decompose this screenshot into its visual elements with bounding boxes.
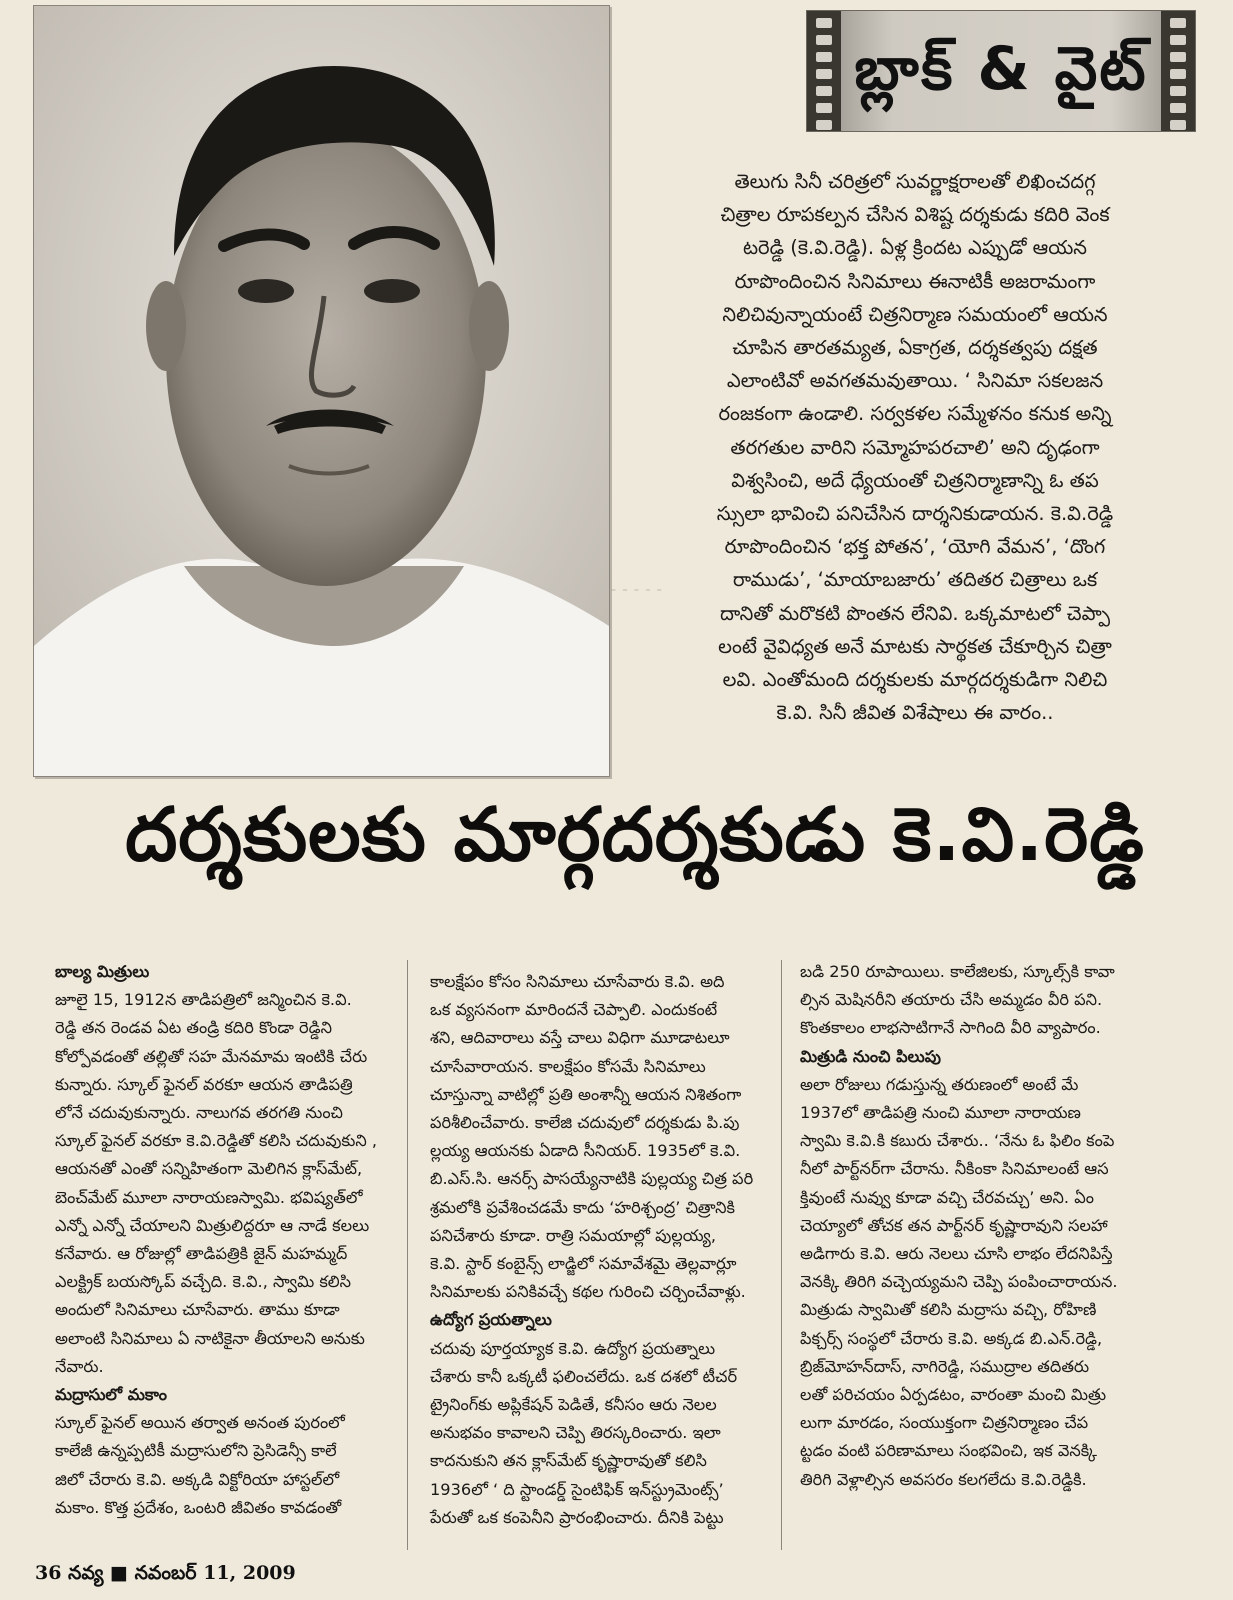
intro-line: దానితో మరొకటి పొంతన లేనివి. ఒక్కమాటలో చెప్పా: [719, 601, 1111, 625]
intro-line: స్సులా భావించి పనిచేసిన దార్శనికుడాయన. కె.వి.రెడ్డి: [716, 502, 1114, 526]
body-line: జిలో చేరారు కె.వి. అక్కడి విక్టోరియా హాస్టల్‌లో: [55, 1469, 340, 1489]
body-line: రెడ్డి తన రెండవ ఏట తండ్రి కదిరి కొండా రెడ్డిని: [55, 1018, 332, 1038]
subheading: బాల్య మిత్రులు: [55, 962, 150, 981]
body-line: ల్లయ్య ఆయనకు ఏడాది సీనియర్. 1935లో కె.వి.: [430, 1141, 741, 1161]
body-line: మకాం. కొత్త ప్రదేశం, ఒంటరి జీవితం కావడంతో: [55, 1497, 342, 1517]
intro-line: రాముడు’, ‘మాయాబజారు’ తదితర చిత్రాలు ఒక: [732, 568, 1098, 592]
body-line: 1937లో తాడిపత్రి నుంచి మూలా నారాయణ: [800, 1103, 1081, 1123]
intro-line: లంటే వైవిధ్యత అనే మాటకు సార్థకత చేకూర్చిన చిత్రా: [718, 634, 1112, 658]
body-line: చదువు పూర్తయ్యాక కె.వి. ఉద్యోగ ప్రయత్నాలు: [430, 1338, 716, 1358]
body-line: బి.ఎస్.సి. ఆనర్స్ పాసయ్యేనాటికి పుల్లయ్య చిత్ర పరి: [430, 1169, 754, 1189]
body-line: అందులో సినిమాలు చూసేవారు. తాము కూడా: [55, 1300, 340, 1320]
body-line: పనిచేశారు కూడా. రాత్రి సమయాల్లో పుల్లయ్య,: [430, 1225, 716, 1245]
body-line: చేశారు కానీ ఒక్కటీ ఫలించలేదు. ఒక దశలో టీచర్: [430, 1366, 738, 1386]
body-line: లతో పరిచయం ఏర్పడటం, వారంతా మంచి మిత్రు: [800, 1385, 1107, 1405]
body-line: ట్టడం వంటి పరిణామాలు సంభవించి, ఇక వెనక్కి: [800, 1441, 1097, 1461]
body-line: లుగా మారడం, సంయుక్తంగా చిత్రనిర్మాణం చేప: [800, 1413, 1089, 1433]
page-footer: 36 నవ్య ■ నవంబర్ 11, 2009: [35, 1562, 296, 1584]
body-line: లోనే చదువుకున్నారు. నాలుగవ తరగతి నుంచి: [55, 1103, 343, 1123]
portrait-illustration: [34, 6, 609, 776]
body-line: శ్రమలోకి ప్రవేశించడమే కాదు ‘హరిశ్చంద్ర’ చిత్రానికి: [430, 1197, 735, 1217]
headline: దర్శకులకు మార్గదర్శకుడు కె.వి.రెడ్డి: [125, 792, 1145, 878]
subheading: మిత్రుడి నుంచి పిలుపు: [800, 1046, 941, 1066]
body-line: బ్రిజ్‌మోహన్‌దాస్, నాగిరెడ్డి, సముద్రాల తదితరు: [800, 1356, 1090, 1376]
intro-line: ఎలాంటివో అవగతమవుతాయి. ‘ సినిమా సకలజన: [726, 369, 1104, 393]
intro-line: తెలుగు సినీ చరిత్రలో సువర్ణాక్షరాలతో లిఖించదగ్గ: [734, 170, 1096, 193]
body-line: కోల్పోవడంతో తల్లితో సహ మేనమామ ఇంటికి చేరు: [55, 1046, 368, 1066]
intro-line: నిలిచివున్నాయంటే చిత్రనిర్మాణ సమయంలో ఆయన: [722, 302, 1108, 326]
body-line: కాలేజీ ఉన్నప్పటికీ మద్రాసులోని ప్రెసిడెన్సీ కాలే: [55, 1441, 337, 1461]
intro-line: టరెడ్డి (కె.వి.రెడ్డి). ఏళ్ల క్రిందట ఎప్పుడో ఆయన: [743, 236, 1087, 260]
intro-line: రూపొందించిన సినిమాలు ఈనాటికీ అజరామంగా: [734, 269, 1096, 293]
body-line: స్కూల్ ఫైనల్ అయిన తర్వాత అనంత పురంలో: [55, 1413, 345, 1433]
intro-line: విశ్వసించి, అదే ధ్యేయంతో చిత్రనిర్మాణాన్ని ఓ తప: [731, 468, 1099, 492]
intro-line: లవి. ఎంతోమంది దర్శకులకు మార్గదర్శకుడిగా నిలిచి: [722, 668, 1108, 692]
body-line: పిక్చర్స్ సంస్థలో చేరారు కె.వి. అక్కడ బి.ఎన్.రెడ్డి,: [800, 1328, 1103, 1348]
body-line: ఎలక్ట్రిక్ బయస్కోప్ వచ్చేది. కె.వి., స్వామి కలిసి: [55, 1272, 352, 1292]
column-divider: [407, 960, 408, 1550]
body-line: చెయ్యాలో తోచక తన పార్ట్‌నర్ కృష్ణారావుని సలహా: [800, 1215, 1108, 1235]
body-line: ఒక వ్యసనంగా మారిందనే చెప్పాలి. ఎందుకంటే: [430, 1000, 718, 1020]
body-line: శని, ఆదివారాలు వస్తే చాలు విధిగా మూడాటలూ: [430, 1028, 730, 1048]
body-line: అనుభవం కావాలని చెప్పి తిరస్కరించారు. ఇలా: [430, 1423, 721, 1443]
body-line: కె.వి. స్టార్ కంబైన్స్ లాడ్జిలో సమావేశమై తెల్లవార్లూ: [430, 1254, 737, 1274]
body-line: ఎన్నో ఎన్నో చేయాలని మిత్రులిద్దరూ ఆ నాడే కలలు: [55, 1215, 370, 1235]
portrait-photo: [33, 5, 610, 777]
intro-line: చూపిన తారతమ్యత, ఏకాగ్రత, దర్శకత్వపు దక్షత: [732, 336, 1098, 360]
intro-line: రూపొందించిన ‘భక్త పోతన’, ‘యోగి వేమన’, ‘దొంగ: [724, 535, 1106, 559]
body-line: ఆయనతో ఎంతో సన్నిహితంగా మెలిగిన క్లాస్‌మేట్,: [55, 1159, 363, 1179]
intro-paragraph: [630, 165, 1200, 729]
body-line: పేరుతో ఒక కంపెనీని ప్రారంభించారు. దీనికి పెట్టు: [430, 1507, 724, 1527]
body-line: ట్రైనింగ్‌కు అప్లికేషన్ పెడితే, కనీసం ఆరు నెలల: [430, 1395, 717, 1415]
body-line: అలాంటి సినిమాలు ఏ నాటికైనా తీయాలని అనుకు: [55, 1328, 365, 1348]
intro-line: కె.వి. సినీ జీవిత విశేషాలు ఈ వారం..: [776, 701, 1054, 725]
body-column-2: [430, 968, 760, 1532]
body-line: నీలో పార్ట్‌నర్‌గా చేరాను. నీకింకా సినిమాలంటే ఆస: [800, 1159, 1109, 1179]
body-line: అలా రోజులు గడుస్తున్న తరుణంలో అంటే మే: [800, 1074, 1079, 1094]
intro-line: రంజకంగా ఉండాలి. సర్వకళల సమ్మేళనం కనుక అన్ని: [718, 402, 1112, 426]
body-line: క్తివుంటే నువ్వు కూడా వచ్చి చేరవచ్చు’ అని. ఏం: [800, 1187, 1094, 1207]
decorative-bleed: ˉ ˉ ˉ ˉ ˉ: [610, 588, 663, 604]
body-line: బెంచ్‌మేట్ మూలా నారాయణస్వామి. భవిష్యత్‌లో: [55, 1187, 363, 1207]
body-line: ల్సిన మెషినరీని తయారు చేసి అమ్మడం వీరి పని.: [800, 990, 1103, 1010]
body-line: మిత్రుడు స్వామితో కలిసి మద్రాసు వచ్చి, రోహిణి: [800, 1300, 1097, 1320]
body-column-3: [800, 958, 1150, 1494]
intro-line: చిత్రాల రూపకల్పన చేసిన విశిష్ట దర్శకుడు కదిరి వెంక: [720, 203, 1110, 227]
film-strip-right: [1161, 11, 1195, 131]
body-line: కాలక్షేపం కోసం సినిమాలు చూసేవారు కె.వి. అది: [430, 972, 725, 991]
subheading: మద్రాసులో మకాం: [55, 1385, 167, 1405]
body-line: స్కూల్ ఫైనల్ వరకూ కె.వి.రెడ్డితో కలిసి చదువుకుని ,: [55, 1131, 378, 1151]
body-line: కాదనుకుని తన క్లాస్‌మేట్ కృష్ణారావుతో కలిసి: [430, 1451, 707, 1471]
body-line: 1936లో ‘ ది స్టాండర్డ్ సైంటిఫిక్ ఇన్‌స్ట్రుమెంట్స్’: [430, 1479, 724, 1499]
section-badge: [806, 10, 1196, 132]
body-line: సినిమాలకు పనికివచ్చే కథల గురించి చర్చించేవాళ్లు.: [430, 1282, 746, 1302]
body-line: కనేవారు. ఆ రోజుల్లో తాడిపత్రికి జైన్ మహమ్మద్: [55, 1244, 348, 1264]
body-line: బడి 250 రూపాయిలు. కాలేజిలకు, స్కూల్స్‌కి కావా: [800, 962, 1115, 981]
column-divider: [781, 960, 782, 1550]
body-line: పరిశీలించేవారు. కాలేజి చదువులో దర్శకుడు పి.పు: [430, 1113, 740, 1133]
body-line: అడిగారు కె.వి. ఆరు నెలలు చూసి లాభం లేదనిపిస్తే: [800, 1244, 1113, 1264]
section-title: బ్లాక్ & వైట్: [854, 34, 1148, 104]
body-line: వెనక్కి తిరిగి వచ్చెయ్యమని చెప్పి పంపించారాయన.: [800, 1272, 1118, 1292]
body-line: చూసేవారాయన. కాలక్షేపం కోసమే సినిమాలు: [430, 1056, 706, 1076]
body-line: చూస్తున్నా వాటిల్లో ప్రతి అంశాన్నీ ఆయన నిశితంగా: [430, 1084, 742, 1104]
body-column-1: [55, 958, 385, 1522]
film-strip-left: [807, 11, 841, 131]
body-line: తిరిగి వెళ్లాల్సిన అవసరం కలగలేదు కె.వి.రెడ్డికి.: [800, 1469, 1087, 1489]
body-line: నేవారు.: [55, 1356, 104, 1376]
body-line: జూలై 15, 1912న తాడిపత్రిలో జన్మించిన కె.వి.: [55, 990, 352, 1010]
body-line: స్వామి కె.వి.కి కబురు చేశారు.. ‘నేను ఓ ఫిలిం కంపె: [800, 1131, 1115, 1151]
body-line: కొంతకాలం లాభసాటిగానే సాగింది వీరి వ్యాపారం.: [800, 1018, 1101, 1038]
subheading: ఉద్యోగ ప్రయత్నాలు: [430, 1310, 552, 1330]
body-line: కున్నారు. స్కూల్ ఫైనల్ వరకూ ఆయన తాడిపత్రి: [55, 1074, 353, 1094]
intro-line: తరగతుల వారిని సమ్మోహపరచాలి’ అని దృఢంగా: [730, 435, 1100, 459]
